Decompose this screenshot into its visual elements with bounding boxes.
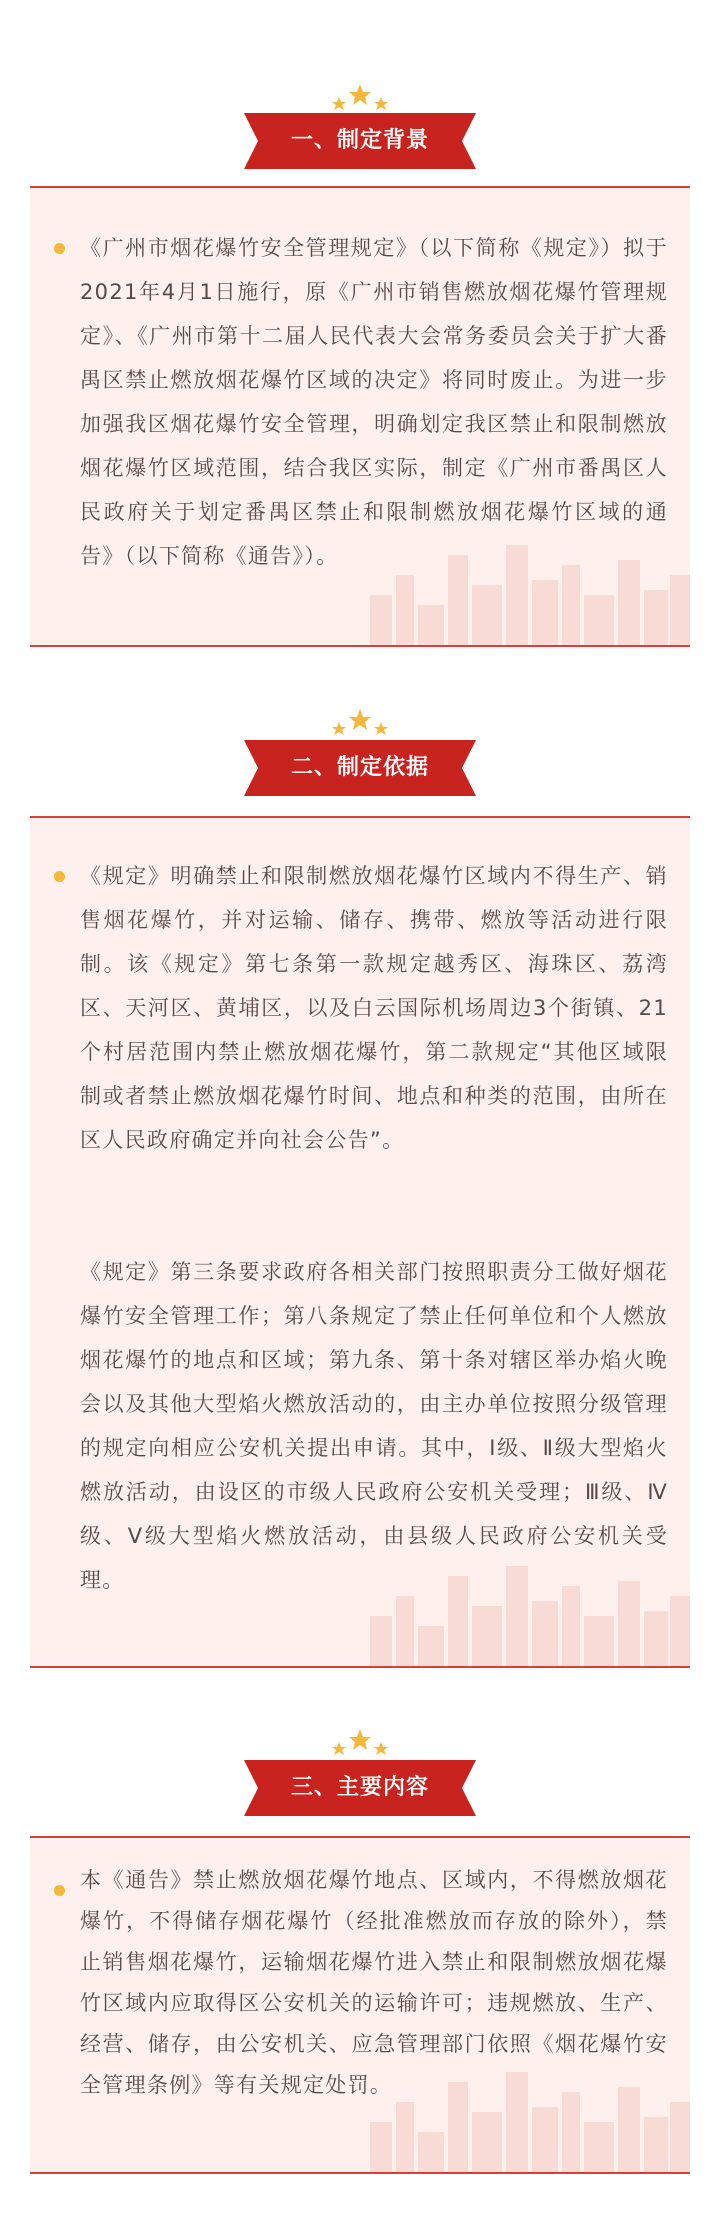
- section-title: 二、制定依据: [290, 755, 429, 780]
- section-title: 三、主要内容: [290, 1775, 429, 1800]
- section-title-banner: [244, 1760, 476, 1816]
- paragraph: 《规定》第三条要求政府各相关部门按照职责分工做好烟花爆竹安全管理工作；第八条规定了禁止任何单位和个人燃放烟花爆竹的地点和区域；第九条、第十条对辖区举办焰火晚会以及其他大型焰火燃放活动的，由主办单位按照分级管理的规定向相应公安机关提出申请。其中，Ⅰ级、Ⅱ级大型焰火燃放活动，由设区的市级人民政府公安机关受理；Ⅲ级、Ⅳ级、Ⅴ级大型焰火燃放活动，由县级人民政府公安机关受理。: [80, 1260, 668, 1592]
- section-title: 一、制定背景: [290, 128, 429, 153]
- paragraph: 本《通告》禁止燃放烟花爆竹地点、区域内，不得燃放烟花爆竹，不得储存烟花爆竹（经批准燃放而存放的除外），禁止销售烟花爆竹，运输烟花爆竹进入禁止和限制燃放烟花爆竹区域内应取得区公安机关的运输许可；违规燃放、生产、经营、储存，由公安机关、应急管理部门依照《烟花爆竹安全管理条例》等有关规定处罚。: [80, 1868, 668, 2097]
- paragraph: 《广州市烟花爆竹安全管理规定》（以下简称《规定》）拟于2021年4月1日施行，原《广州市销售燃放烟花爆竹管理规定》、《广州市第十二届人民代表大会常务委员会关于扩大番禺区禁止燃放烟花爆竹区域的决定》将同时废止。为进一步加强我区烟花爆竹安全管理，明确划定我区禁止和限制燃放烟花爆竹区域范围，结合我区实际，制定《广州市番禺区人民政府关于划定番禺区禁止和限制燃放烟花爆竹区域的通告》（以下简称《通告》）。: [80, 236, 668, 568]
- bullet-dot-icon: [54, 1885, 65, 1896]
- content-panel: [30, 1836, 690, 2174]
- stars-decoration-icon: [0, 1725, 720, 1759]
- paragraph: 《规定》明确禁止和限制燃放烟花爆竹区域内不得生产、销售烟花爆竹，并对运输、储存、携带、燃放等活动进行限制。该《规定》第七条第一款规定越秀区、海珠区、荔湾区、天河区、黄埔区，以及白云国际机场周边3个街镇、21个村居范围内禁止燃放烟花爆竹，第二款规定“其他区域限制或者禁止燃放烟花爆竹时间、地点和种类的范围，由所在区人民政府确定并向社会公告”。: [80, 864, 668, 1152]
